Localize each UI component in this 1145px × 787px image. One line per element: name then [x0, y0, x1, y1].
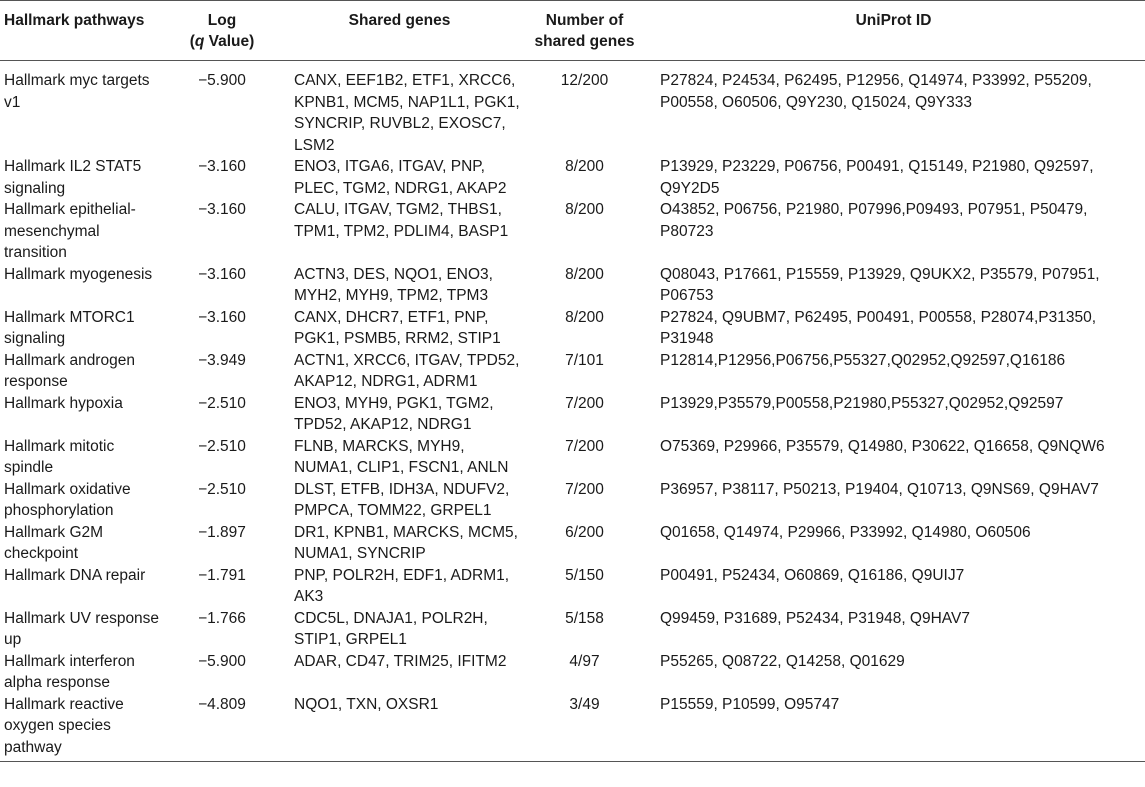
cell-number-shared: 7/200	[565, 480, 604, 498]
table-row	[0, 694, 1145, 762]
cell-log-q: −2.510	[198, 394, 246, 412]
cell-pathway: Hallmark UV response up	[4, 609, 160, 648]
table-row	[0, 522, 1145, 565]
header-shared-genes: Shared genes	[272, 1, 527, 61]
cell-log-q: −3.160	[198, 308, 246, 326]
table-row	[0, 199, 1145, 264]
table-row	[0, 608, 1145, 651]
cell-shared-genes: ENO3, ITGA6, ITGAV, PNP, PLEC, TGM2, NDRG1, AKAP2	[294, 158, 507, 197]
cell-log-q: −5.900	[198, 72, 246, 89]
table-row	[0, 264, 1145, 307]
cell-pathway: Hallmark MTORC1 signaling	[4, 308, 135, 347]
table-row	[0, 307, 1145, 350]
cell-log-q: −1.766	[198, 609, 246, 627]
table-row	[0, 436, 1145, 479]
cell-shared-genes: CANX, DHCR7, ETF1, PNP, PGK1, PSMB5, RRM2, STIP1	[294, 308, 501, 347]
cell-log-q: −3.949	[198, 351, 246, 369]
cell-shared-genes: DR1, KPNB1, MARCKS, MCM5, NUMA1, SYNCRIP	[294, 523, 518, 562]
cell-log-q: −5.900	[198, 652, 246, 670]
cell-log-q: −3.160	[198, 265, 246, 283]
cell-shared-genes: CDC5L, DNAJA1, POLR2H, STIP1, GRPEL1	[294, 609, 488, 648]
header-value-label: Value)	[204, 33, 255, 50]
cell-log-q: −2.510	[198, 437, 246, 455]
cell-uniprot-id: P27824, P24534, P62495, P12956, Q14974, P33992, P55209, P00558, O60506, Q9Y230, Q15024, Q9Y333	[660, 72, 1092, 111]
table-body	[0, 61, 1145, 762]
cell-pathway: Hallmark myogenesis	[4, 265, 153, 283]
cell-shared-genes: ACTN1, XRCC6, ITGAV, TPD52, AKAP12, NDRG1, ADRM1	[294, 351, 520, 390]
table-row	[0, 651, 1145, 694]
cell-pathway: Hallmark reactive oxygen species pathway	[4, 695, 124, 756]
cell-uniprot-id: P12814,P12956,P06756,P55327,Q02952,Q92597,Q16186	[660, 351, 1066, 369]
cell-shared-genes: ACTN3, DES, NQO1, ENO3, MYH2, MYH9, TPM2, TPM3	[294, 265, 493, 304]
header-number-shared-genes: Number of shared genes	[527, 1, 642, 61]
cell-number-shared: 5/150	[565, 566, 604, 584]
cell-shared-genes: PNP, POLR2H, EDF1, ADRM1, AK3	[294, 566, 510, 605]
cell-uniprot-id: P55265, Q08722, Q14258, Q01629	[660, 652, 905, 670]
cell-pathway: Hallmark interferon alpha response	[4, 652, 135, 691]
cell-uniprot-id: Q99459, P31689, P52434, P31948, Q9HAV7	[660, 609, 970, 627]
cell-uniprot-id: O43852, P06756, P21980, P07996,P09493, P07951, P50479, P80723	[660, 201, 1088, 240]
cell-number-shared: 6/200	[565, 523, 604, 541]
cell-number-shared: 7/200	[565, 394, 604, 412]
cell-uniprot-id: Q01658, Q14974, P29966, P33992, Q14980, O60506	[660, 523, 1031, 541]
cell-log-q: −4.809	[198, 695, 246, 713]
cell-pathway: Hallmark epithelial-mesenchymal transition	[4, 201, 136, 261]
cell-number-shared: 12/200	[560, 72, 609, 89]
cell-uniprot-id: Q08043, P17661, P15559, P13929, Q9UKX2, P35579, P07951, P06753	[660, 265, 1100, 304]
table-row	[0, 61, 1145, 157]
cell-pathway: Hallmark myc targets v1	[4, 72, 150, 111]
header-pathways: Hallmark pathways	[0, 1, 172, 61]
cell-pathway: Hallmark oxidative phosphorylation	[4, 480, 131, 519]
header-q-symbol: q	[194, 33, 205, 50]
cell-pathway: Hallmark DNA repair	[4, 566, 146, 584]
cell-number-shared: 8/200	[565, 158, 604, 175]
cell-pathway: Hallmark androgen response	[4, 351, 135, 390]
cell-shared-genes: FLNB, MARCKS, MYH9, NUMA1, CLIP1, FSCN1, ANLN	[294, 437, 509, 476]
cell-number-shared: 3/49	[569, 695, 600, 713]
header-uniprot-id: UniProt ID	[642, 1, 1145, 61]
cell-uniprot-id: P00491, P52434, O60869, Q16186, Q9UIJ7	[660, 566, 965, 584]
table-row	[0, 393, 1145, 436]
cell-log-q: −1.791	[198, 566, 246, 584]
cell-log-q: −2.510	[198, 480, 246, 498]
cell-shared-genes: ADAR, CD47, TRIM25, IFITM2	[294, 652, 507, 670]
table-row	[0, 479, 1145, 522]
cell-uniprot-id: O75369, P29966, P35579, Q14980, P30622, Q16658, Q9NQW6	[660, 437, 1105, 455]
cell-number-shared: 7/200	[565, 437, 604, 455]
cell-uniprot-id: P13929, P23229, P06756, P00491, Q15149, P21980, Q92597, Q9Y2D5	[660, 158, 1094, 197]
cell-shared-genes: CALU, ITGAV, TGM2, THBS1, TPM1, TPM2, PDLIM4, BASP1	[294, 201, 509, 240]
header-log-q-value: Log (q Value)	[172, 1, 272, 61]
table-header	[0, 1, 1145, 61]
table-row	[0, 350, 1145, 393]
header-log-label: Log	[207, 12, 237, 29]
cell-shared-genes: ENO3, MYH9, PGK1, TGM2, TPD52, AKAP12, NDRG1	[294, 394, 494, 433]
cell-number-shared: 8/200	[565, 201, 604, 218]
cell-pathway: Hallmark IL2 STAT5 signaling	[4, 158, 142, 197]
cell-number-shared: 4/97	[569, 652, 600, 670]
cell-log-q: −1.897	[198, 523, 246, 541]
cell-pathway: Hallmark G2M checkpoint	[4, 523, 104, 562]
cell-shared-genes: CANX, EEF1B2, ETF1, XRCC6, KPNB1, MCM5, NAP1L1, PGK1, SYNCRIP, RUVBL2, EXOSC7, LSM2	[294, 72, 520, 154]
cell-shared-genes: NQO1, TXN, OXSR1	[294, 695, 439, 713]
cell-log-q: −3.160	[198, 201, 246, 218]
cell-log-q: −3.160	[198, 158, 246, 175]
cell-uniprot-id: P15559, P10599, O95747	[660, 695, 840, 713]
cell-uniprot-id: P13929,P35579,P00558,P21980,P55327,Q02952,Q92597	[660, 394, 1064, 412]
cell-pathway: Hallmark hypoxia	[4, 394, 123, 412]
cell-number-shared: 8/200	[565, 308, 604, 326]
table-row	[0, 565, 1145, 608]
cell-uniprot-id: P36957, P38117, P50213, P19404, Q10713, Q9NS69, Q9HAV7	[660, 480, 1099, 498]
cell-number-shared: 5/158	[565, 609, 604, 627]
cell-number-shared: 8/200	[565, 265, 604, 283]
cell-uniprot-id: P27824, Q9UBM7, P62495, P00491, P00558, P28074,P31350, P31948	[660, 308, 1097, 347]
cell-shared-genes: DLST, ETFB, IDH3A, NDUFV2, PMPCA, TOMM22, GRPEL1	[294, 480, 510, 519]
cell-pathway: Hallmark mitotic spindle	[4, 437, 115, 476]
table-row	[0, 156, 1145, 199]
cell-number-shared: 7/101	[565, 351, 604, 369]
